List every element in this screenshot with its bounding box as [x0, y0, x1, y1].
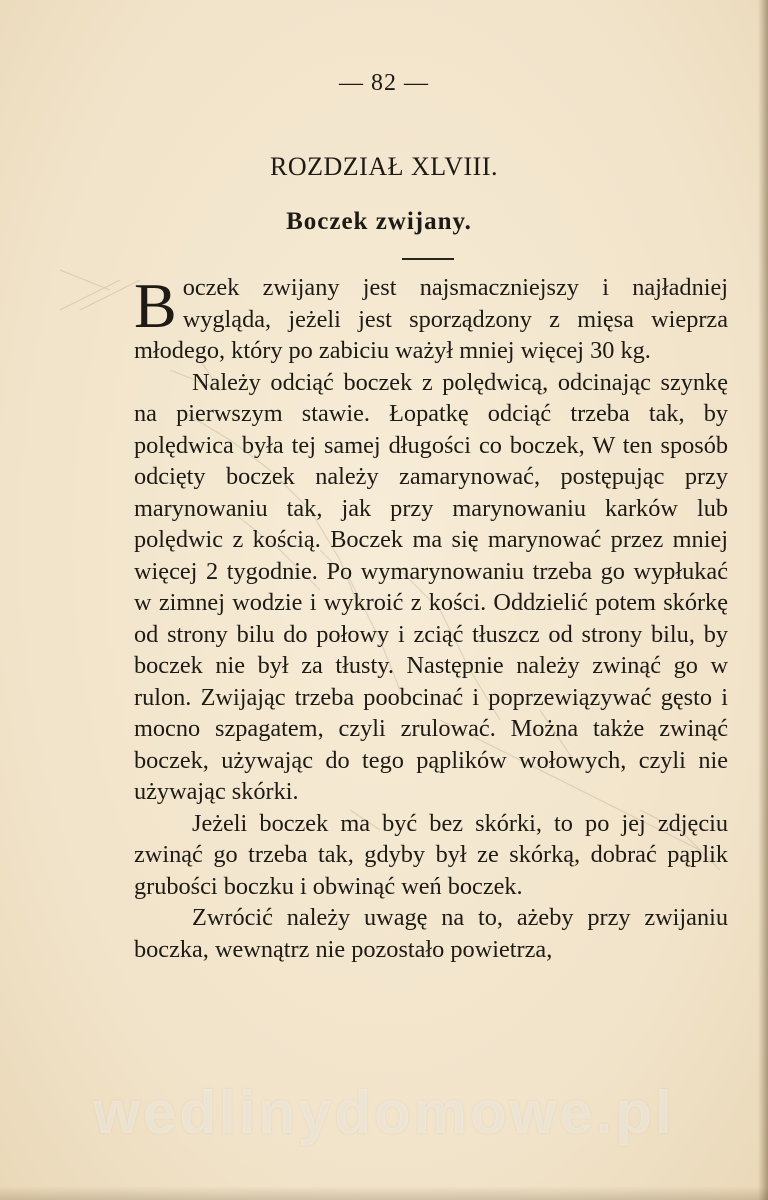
section-title: Boczek zwijany.	[286, 208, 472, 235]
paragraph-1	[134, 272, 728, 367]
body-text	[134, 272, 728, 965]
paragraph-3: Jeżeli boczek ma być bez skórki, to po jej zdjęciu zwinąć go trzeba tak, gdyby był ze skórką, dobrać pąplik grubości boczku i obwinąć weń boczek.	[134, 809, 728, 900]
paragraph-2: Należy odciąć boczek z polędwicą, odcinając szynkę na pierwszym stawie. Łopatkę odciąć trzeba tak, by polędwica była tej samej długości co boczek, W ten sposób odcięty boczek należy zamarynować, postępując przy marynowaniu tak, jak przy marynowaniu karków lub polędwic z kością. Boczek ma się marynować przez mniej więcej 2 tygodnie. Po wymarynowaniu trzeba go wypłukać w zimnej wodzie i wykroić z kości. Oddzielić potem skórkę od strony bilu do połowy i zciąć tłuszcz od strony bilu, by boczek nie był za tłusty. Następnie należy zwinąć go w rulon. Zwijając trzeba poobcinać i poprzewiązywać gęsto i mocno szpagatem, czyli zrulować. Można także zwinąć boczek, używając do tego pąplików wołowych, czyli nie używając skórki.	[134, 368, 728, 805]
chapter-heading: ROZDZIAŁ XLVIII.	[270, 152, 498, 181]
watermark-text: wedlinydomowe.pl	[93, 1079, 675, 1146]
page-number: — 82 —	[339, 70, 429, 96]
drop-cap: B	[134, 270, 177, 341]
page-bottom-shadow	[0, 1186, 768, 1200]
paragraph-4: Zwrócić należy uwagę na to, ażeby przy zwijaniu boczka, wewnątrz nie pozostało powietrza,	[134, 904, 728, 963]
paragraph-1-text: oczek zwijany jest najsmaczniejszy i najładniej wygląda, jeżeli jest sporządzony z mięsa wieprza młodego, który po zabiciu ważył mniej więcej 30 kg.	[134, 274, 728, 364]
title-divider	[402, 258, 454, 260]
